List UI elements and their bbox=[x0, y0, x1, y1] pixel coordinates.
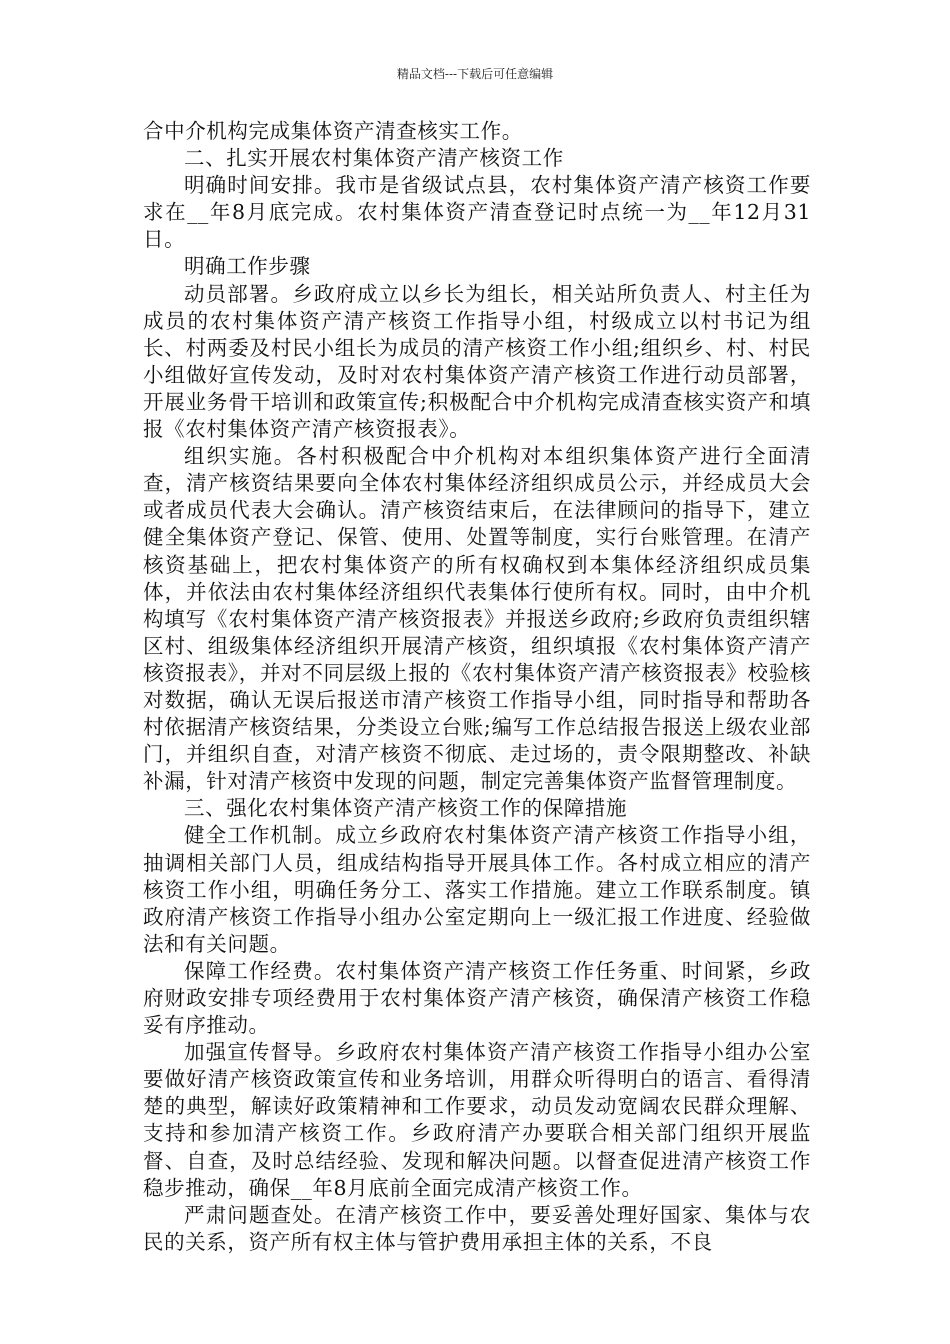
section-heading-2: 二、扎实开展农村集体资产清产核资工作 bbox=[184, 146, 564, 171]
paragraph-funding: 保障工作经费。农村集体资产清产核资工作任务重、时间紧，乡政府财政安排专项经费用于农村集体资产清产核资，确保清产核资工作稳妥有序推动。 bbox=[143, 958, 811, 1038]
paragraph-time-schedule: 明确时间安排。我市是省级试点县，农村集体资产清产核资工作要求在__年8月底完成。农村集体资产清查登记时点统一为__年12月31日。 bbox=[143, 173, 811, 252]
paragraph-investigation: 严肃问题查处。在清产核资工作中，要妥善处理好国家、集体与农民的关系，资产所有权主体与管护费用承担主体的关系，不良 bbox=[143, 1202, 811, 1254]
subheading-work-steps: 明确工作步骤 bbox=[184, 254, 311, 279]
section-heading-3: 三、强化农村集体资产清产核资工作的保障措施 bbox=[184, 796, 628, 821]
paragraph-publicity: 加强宣传督导。乡政府农村集体资产清产核资工作指导小组办公室要做好清产核资政策宣传和业务培训，用群众听得明白的语言、看得清楚的典型，解读好政策精神和工作要求，动员发动宽阔农民群众理解、支持和参加清产核资工作。乡政府清产办要联合相关部门组织开展监督、自查，及时总结经验、发现和解决问题。以督查促进清产核资工作稳步推动，确保__年8月底前全面完成清产核资工作。 bbox=[143, 1040, 811, 1200]
document-body bbox=[143, 118, 811, 1256]
paragraph-implementation: 组织实施。各村积极配合中介机构对本组织集体资产进行全面清查，清产核资结果要向全体农村集体经济组织成员公示，并经成员大会或者成员代表大会确认。清产核资结束后，在法律顾问的指导下，建立健全集体资产登记、保管、使用、处置等制度，实行台账管理。在清产核资基础上，把农村集体资产的所有权确权到本集体经济组织成员集体，并依法由农村集体经济组织代表集体行使所有权。同时，由中介机构填写《农村集体资产清产核资报表》并报送乡政府;乡政府负责组织辖区村、组级集体经济组织开展清产核资，组织填报《农村集体资产清产核资报表》，并对不同层级上报的《农村集体资产清产核资报表》校验核对数据，确认无误后报送市清产核资工作指导小组，同时指导和帮助各村依据清产核资结果，分类设立台账;编写工作总结报告报送上级农业部门，并组织自查，对清产核资不彻底、走过场的，责令限期整改、补缺补漏，针对清产核资中发现的问题，制定完善集体资产监督管理制度。 bbox=[143, 444, 811, 794]
paragraph-mobilization: 动员部署。乡政府成立以乡长为组长，相关站所负责人、村主任为成员的农村集体资产清产核资工作指导小组，村级成立以村书记为组长、村两委及村民小组长为成员的清产核资工作小组;组织乡、村、村民小组做好宣传发动，及时对农村集体资产清产核资工作进行动员部署，开展业务骨干培训和政策宣传;积极配合中介机构完成清查核实资产和填报《农村集体资产清产核资报表》。 bbox=[143, 281, 811, 442]
paragraph-work-mechanism: 健全工作机制。成立乡政府农村集体资产清产核资工作指导小组，抽调相关部门人员，组成结构指导开展具体工作。各村成立相应的清产核资工作小组，明确任务分工、落实工作措施。建立工作联系制度。镇政府清产核资工作指导小组办公室定期向上一级汇报工作进度、经验做法和有关问题。 bbox=[143, 823, 811, 956]
page-header: 精品文档---下载后可任意编辑 bbox=[396, 67, 554, 81]
paragraph-continuation: 合中介机构完成集体资产清查核实工作。 bbox=[143, 119, 523, 143]
